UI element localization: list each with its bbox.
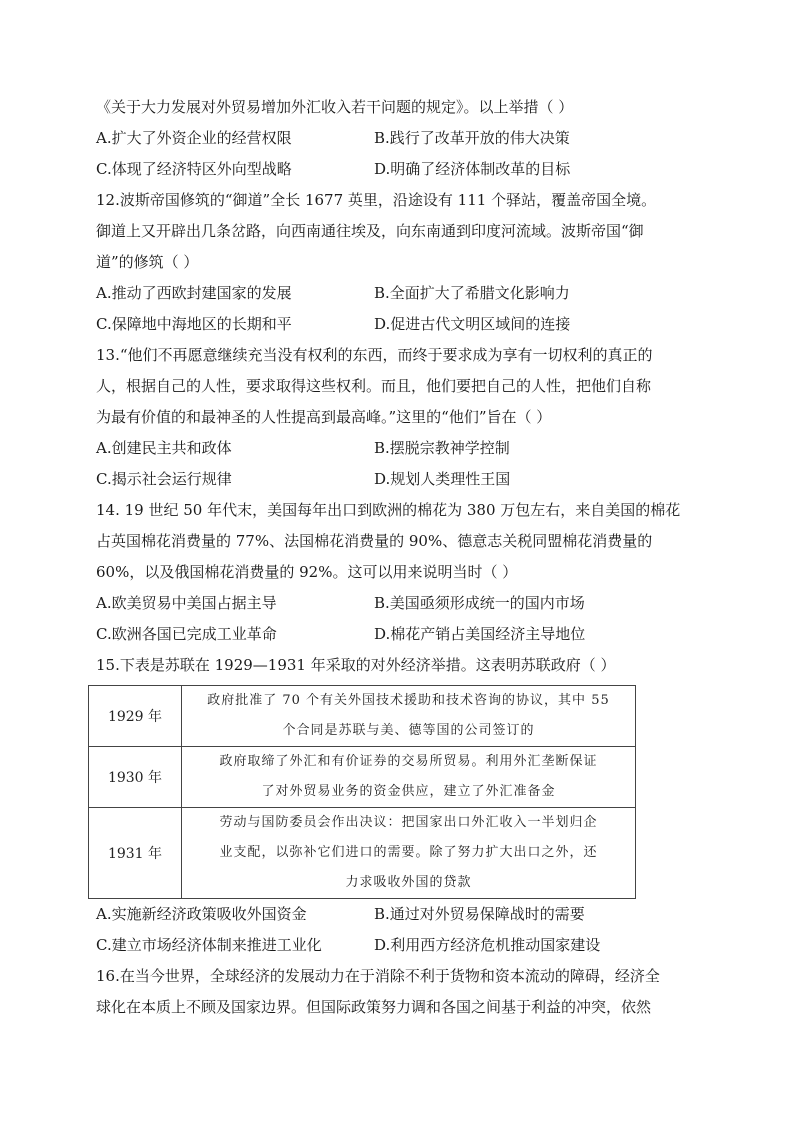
q13-option-d[interactable]: D.规划人类理性王国 [374, 470, 511, 488]
q14-option-a[interactable]: A.欧美贸易中美国占据主导 [96, 594, 277, 612]
q15-option-a[interactable]: A.实施新经济政策吸收外国资金 [96, 905, 307, 923]
table-year-1931: 1931 年 [89, 808, 182, 899]
table-cell-line: 个合同是苏联与美、德等国的公司签订的 [282, 723, 535, 738]
q13-options-row-2 [96, 464, 706, 495]
q14-stem-line-2: 占英国棉花消费量的 77%、法国棉花消费量的 90%、德意志关税同盟棉花消费量的 [96, 532, 653, 550]
q12-option-b[interactable]: B.全面扩大了希腊文化影响力 [374, 284, 570, 302]
table-row [89, 747, 636, 808]
q12-stem-line-3: 道”的修筑（ ） [96, 253, 199, 271]
table-cell-1929 [182, 686, 636, 747]
q14-stem-line-1: 14. 19 世纪 50 年代末，美国每年出口到欧洲的棉花为 380 万包左右，来自美国的棉花 [96, 501, 681, 519]
q14-option-c[interactable]: C.欧洲各国已完成工业革命 [96, 625, 277, 643]
q12-option-a[interactable]: A.推动了西欧封建国家的发展 [96, 284, 292, 302]
q15-option-d[interactable]: D.利用西方经济危机推动国家建设 [374, 936, 601, 954]
q15-options-row-1 [96, 899, 706, 930]
q13-option-b[interactable]: B.摆脱宗教神学控制 [374, 439, 510, 457]
q14-stem-line-3: 60%，以及俄国棉花消费量的 92%。这可以用来说明当时（ ） [96, 563, 518, 581]
q16-stem-line-1: 16.在当今世界，全球经济的发展动力在于消除不利于货物和资本流动的障碍，经济全 [96, 967, 660, 985]
q13-stem-line-1: 13.“他们不再愿意继续充当没有权利的东西，而终于要求成为享有一切权利的真正的 [96, 346, 653, 364]
q11-stem-tail: 《关于大力发展对外贸易增加外汇收入若干问题的规定》。以上举措（ ） [96, 98, 574, 116]
table-year-1930: 1930 年 [89, 747, 182, 808]
exam-page [96, 92, 706, 1023]
q12-stem-line-2: 御道上又开辟出几条岔路，向西南通往埃及，向东南通到印度河流域。波斯帝国“御 [96, 222, 644, 240]
q11-options-row-1 [96, 123, 706, 154]
q14-options-row-2 [96, 619, 706, 650]
q12-option-d[interactable]: D.促进古代文明区域间的连接 [374, 315, 571, 333]
table-row [89, 686, 636, 747]
q14-option-b[interactable]: B.美国亟须形成统一的国内市场 [374, 594, 585, 612]
q15-stem: 15.下表是苏联在 1929—1931 年采取的对外经济举措。这表明苏联政府（ ） [96, 656, 616, 674]
table-row [89, 808, 636, 899]
q13-options-row-1 [96, 433, 706, 464]
q11-option-b[interactable]: B.践行了改革开放的伟大决策 [374, 129, 570, 147]
q15-table [88, 685, 636, 899]
q12-stem-line-1: 12.波斯帝国修筑的“御道”全长 1677 英里，沿途设有 111 个驿站，覆盖帝国全境。 [96, 191, 657, 209]
q15-option-b[interactable]: B.通过对外贸易保障战时的需要 [374, 905, 585, 923]
table-cell-line: 了对外贸易业务的资金供应，建立了外汇准备金 [261, 784, 556, 799]
table-cell-1930 [182, 747, 636, 808]
q15-option-c[interactable]: C.建立市场经济体制来推进工业化 [96, 936, 322, 954]
table-cell-line: 政府取缔了外汇和有价证券的交易所贸易。利用外汇垄断保证 [219, 754, 598, 769]
table-cell-line: 业支配，以弥补它们进口的需要。除了努力扩大出口之外，还 [219, 845, 598, 860]
q14-options-row-1 [96, 588, 706, 619]
q12-option-c[interactable]: C.保障地中海地区的长期和平 [96, 315, 292, 333]
q13-stem-line-3: 为最有价值的和最神圣的人性提高到最高峰。”这里的“他们”旨在（ ） [96, 408, 552, 426]
q12-options-row-2 [96, 309, 706, 340]
q13-option-a[interactable]: A.创建民主共和政体 [96, 439, 232, 457]
q11-option-d[interactable]: D.明确了经济体制改革的目标 [374, 160, 571, 178]
table-cell-line: 力求吸收外国的贷款 [345, 875, 472, 890]
table-year-1929: 1929 年 [89, 686, 182, 747]
q13-option-c[interactable]: C.揭示社会运行规律 [96, 470, 232, 488]
q11-options-row-2 [96, 154, 706, 185]
q15-options-row-2 [96, 930, 706, 961]
q16-stem-line-2: 球化在本质上不顾及国家边界。但国际政策努力调和各国之间基于利益的冲突，依然 [96, 998, 652, 1016]
q11-option-a[interactable]: A.扩大了外资企业的经营权限 [96, 129, 292, 147]
table-cell-line: 劳动与国防委员会作出决议：把国家出口外汇收入一半划归企 [219, 815, 598, 830]
table-cell-1931 [182, 808, 636, 899]
q11-option-c[interactable]: C.体现了经济特区外向型战略 [96, 160, 292, 178]
q14-option-d[interactable]: D.棉花产销占美国经济主导地位 [374, 625, 586, 643]
q13-stem-line-2: 人，根据自己的人性，要求取得这些权利。而且，他们要把自己的人性，把他们自称 [96, 377, 652, 395]
table-cell-line: 政府批准了 70 个有关外国技术援助和技术咨询的协议，其中 55 [207, 693, 610, 708]
q12-options-row-1 [96, 278, 706, 309]
